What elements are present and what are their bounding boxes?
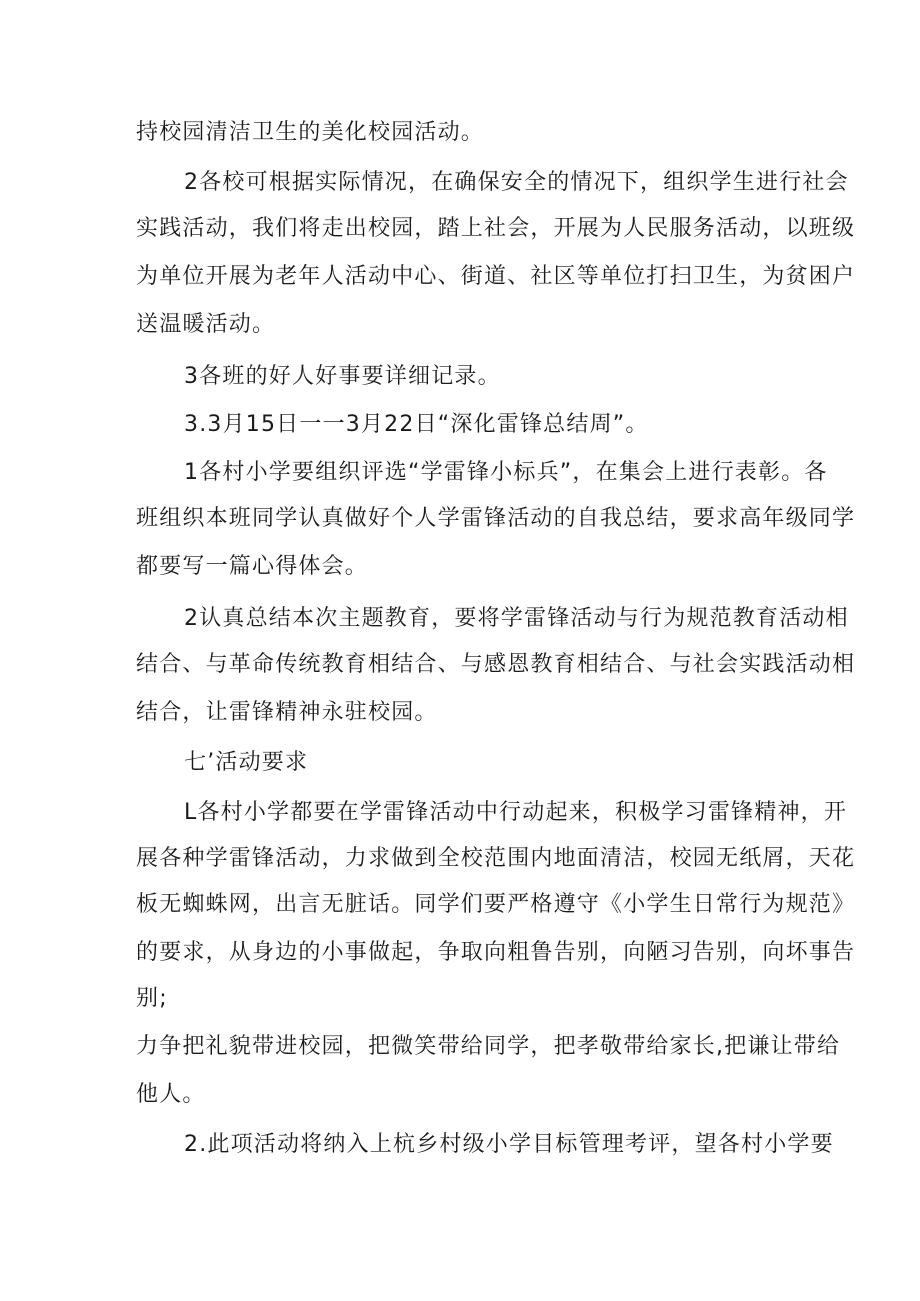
paragraph-line: 展各种学雷锋活动，力求做到全校范围内地面清洁，校园无纸屑，天花 — [136, 846, 856, 871]
paragraph-line: 他人。 — [136, 1082, 206, 1107]
paragraph-line: 3.3月15日一一3月22日“深化雷锋总结周”。 — [184, 412, 649, 437]
paragraph-line: 板无蜘蛛网，出言无脏话。同学们要严格遵守《小学生日常行为规范》 — [136, 892, 856, 917]
paragraph-line: L各村小学都要在学雷锋活动中行动起来，积极学习雷锋精神，开 — [184, 800, 848, 825]
paragraph-line: 3各班的好人好事要详细记录。 — [184, 364, 501, 389]
paragraph-line: 班组织本班同学认真做好个人学雷锋活动的自我总结，要求高年级同学 — [136, 506, 856, 531]
paragraph-line: 都要写一篇心得体会。 — [136, 554, 369, 579]
paragraph-line: 为单位开展为老年人活动中心、街道、社区等单位打扫卫生，为贫困户 — [136, 264, 856, 289]
paragraph-line: 结合、与革命传统教育相结合、与感恩教育相结合、与社会实践活动相 — [136, 652, 856, 677]
paragraph-line: 力争把礼貌带进校园，把微笑带给同学，把孝敬带给家长,把谦让带给 — [136, 1034, 841, 1059]
paragraph-line: 持校园清洁卫生的美化校园活动。 — [136, 120, 485, 145]
paragraph-line: 1各村小学要组织评选“学雷锋小标兵”，在集会上进行表彰。各 — [184, 460, 828, 485]
section-heading: 七’活动要求 — [184, 750, 309, 775]
paragraph-line: 的要求，从身边的小事做起，争取向粗鲁告别，向陋习告别，向坏事告 — [136, 940, 856, 965]
paragraph-line: 2认真总结本次主题教育，要将学雷锋活动与行为规范教育活动相 — [184, 606, 849, 631]
paragraph-line: 结合，让雷锋精神永驻校园。 — [136, 700, 438, 725]
paragraph-line: 2各校可根据实际情况，在确保安全的情况下，组织学生进行社会 — [184, 170, 849, 195]
paragraph-line: 别; — [136, 986, 168, 1011]
paragraph-line: 2.此项活动将纳入上杭乡村级小学目标管理考评，望各村小学要 — [184, 1132, 834, 1157]
paragraph-line: 实践活动，我们将走出校园，踏上社会，开展为人民服务活动，以班级 — [136, 216, 856, 241]
paragraph-line: 送温暖活动。 — [136, 312, 276, 337]
